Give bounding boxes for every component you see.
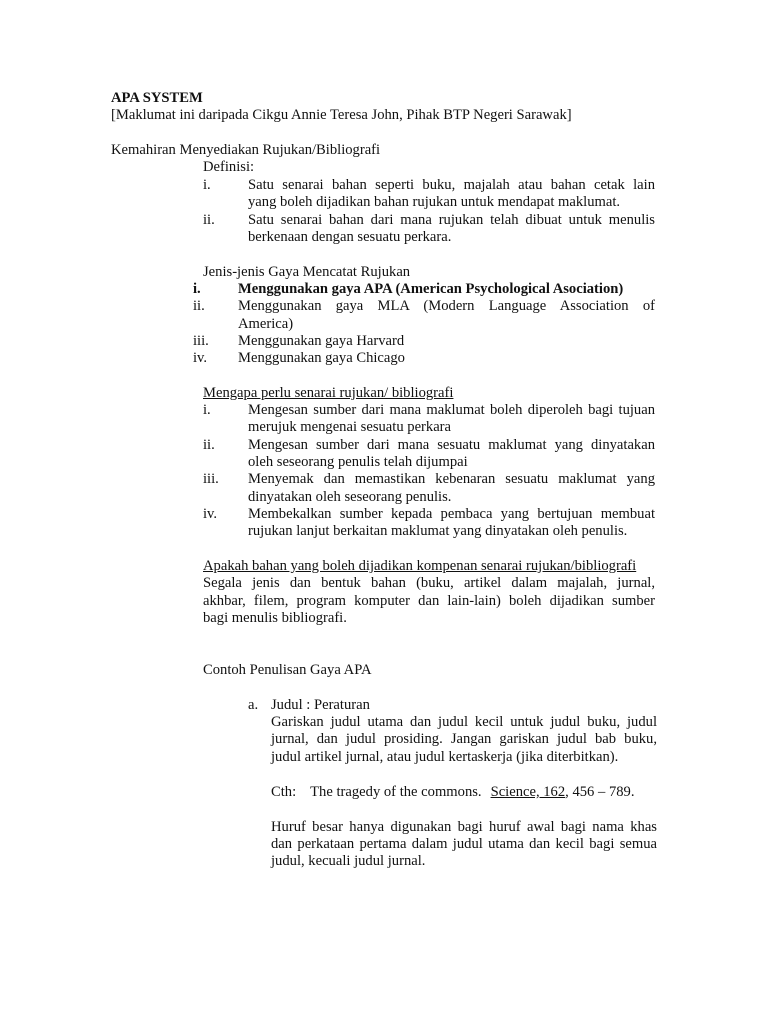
- list-item-line: yang boleh dijadikan bahan rujukan untuk mendapat maklumat.: [248, 194, 621, 210]
- list-item-number: iii.: [203, 471, 219, 487]
- list-item-line: oleh seseorang penulis telah dijumpai: [248, 454, 468, 470]
- example-journal: Science, 162: [490, 784, 566, 800]
- paragraph-line: Huruf besar hanya digunakan bagi huruf awal bagi nama khas: [271, 819, 657, 835]
- paragraph-line: Gariskan judul utama dan judul kecil untuk judul buku, judul: [271, 714, 657, 730]
- list-item-number: i.: [203, 177, 211, 193]
- subheading-judul: Judul : Peraturan: [271, 697, 370, 713]
- list-item-line: Menggunakan gaya Harvard: [238, 333, 405, 349]
- paragraph-line: dan perkataan pertama dalam judul utama dan kecil bagi semua: [271, 836, 657, 852]
- list-item-line: merujuk mengenai sesuatu perkara: [248, 419, 452, 435]
- section-heading-rujukan: Kemahiran Menyediakan Rujukan/Bibliografi: [111, 142, 381, 158]
- section-heading-bahan: Apakah bahan yang boleh dijadikan kompenan senarai rujukan/bibliografi: [203, 558, 637, 574]
- list-item-line: Menggunakan gaya APA (American Psychological Asociation): [238, 281, 624, 297]
- list-item-line: dinyatakan oleh seseorang penulis.: [248, 489, 452, 505]
- section-heading-contoh: Contoh Penulisan Gaya APA: [203, 662, 372, 678]
- section-heading-jenis: Jenis-jenis Gaya Mencatat Rujukan: [203, 264, 411, 280]
- list-item-number: iv.: [203, 506, 218, 522]
- example-citation: [271, 784, 634, 801]
- list-item-letter: a.: [248, 697, 259, 713]
- list-item-number: i.: [203, 402, 211, 418]
- paragraph-line: bagi menulis bibliografi.: [203, 610, 347, 626]
- list-item-line: Menggunakan gaya Chicago: [238, 350, 405, 366]
- paragraph-line: jurnal, dan judul prosiding. Jangan gariskan judul bab buku,: [271, 731, 657, 747]
- section-heading-mengapa: Mengapa perlu senarai rujukan/ bibliografi: [203, 385, 454, 401]
- definition-label: Definisi:: [203, 159, 255, 175]
- list-item-number: ii.: [203, 212, 215, 228]
- list-item-line: berkenaan dengan sesuatu perkara.: [248, 229, 452, 245]
- list-item-number: iii.: [193, 333, 209, 349]
- source-note: [Maklumat ini daripada Cikgu Annie Teresa John, Pihak BTP Negeri Sarawak]: [111, 107, 572, 123]
- list-item-line: Satu senarai bahan dari mana rujukan telah dibuat untuk menulis: [248, 212, 655, 228]
- example-pages: , 456 – 789.: [565, 784, 635, 800]
- list-item-line: Membekalkan sumber kepada pembaca yang bertujuan membuat: [248, 506, 655, 522]
- list-item-line: Satu senarai bahan seperti buku, majalah atau bahan cetak lain: [248, 177, 655, 193]
- list-item-number: ii.: [193, 298, 205, 314]
- list-item-line: Mengesan sumber dari mana sesuatu maklumat yang dinyatakan: [248, 437, 655, 453]
- paragraph-line: judul, kecuali judul jurnal.: [271, 853, 426, 869]
- list-item-number: i.: [193, 281, 201, 297]
- list-item-line: America): [238, 316, 294, 332]
- paragraph-line: Segala jenis dan bentuk bahan (buku, artikel dalam majalah, jurnal,: [203, 575, 655, 591]
- example-label: Cth:: [271, 784, 297, 800]
- list-item-line: Menyemak dan memastikan kebenaran sesuatu maklumat yang: [248, 471, 655, 487]
- list-item-line: rujukan lanjut berkaitan maklumat yang dinyatakan oleh penulis.: [248, 523, 628, 539]
- paragraph-line: judul artikel jurnal, atau judul kertaskerja (jika diterbitkan).: [271, 749, 619, 765]
- paragraph-line: akhbar, filem, program komputer dan lain-lain) boleh dijadikan sumber: [203, 593, 655, 609]
- list-item-line: Mengesan sumber dari mana maklumat boleh diperoleh bagi tujuan: [248, 402, 655, 418]
- document-title: APA SYSTEM: [111, 90, 203, 106]
- list-item-number: iv.: [193, 350, 208, 366]
- list-item-number: ii.: [203, 437, 215, 453]
- example-title: The tragedy of the commons.: [310, 784, 482, 800]
- list-item-line: Menggunakan gaya MLA (Modern Language Association of: [238, 298, 655, 314]
